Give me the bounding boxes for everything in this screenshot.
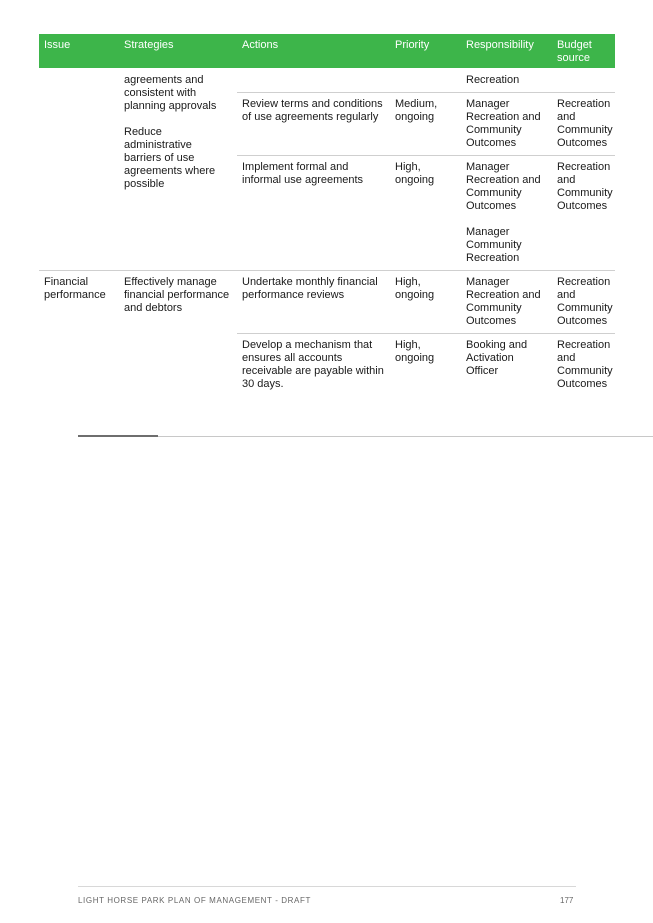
footer-page-number: 177 — [560, 896, 574, 905]
responsibility-text: Manager Recreation and Community Outcomes — [466, 161, 541, 212]
header-responsibility: Responsibility — [461, 34, 552, 68]
footer-divider — [78, 886, 576, 887]
header-issue: Issue — [39, 34, 119, 68]
header-actions: Actions — [237, 34, 390, 68]
priority-cell: Medium, ongoing — [390, 93, 461, 156]
table-header-row — [39, 34, 615, 68]
budget-cell: Recreation and Community Outcomes — [552, 93, 615, 156]
issue-cell: Financial performance — [39, 271, 119, 397]
priority-cell: High, ongoing — [390, 271, 461, 334]
responsibility-cell: Manager Recreation and Community Outcomes — [461, 93, 552, 156]
action-plan-table — [39, 34, 615, 396]
responsibility-cell: Manager Recreation and Community Outcomes — [461, 271, 552, 334]
header-priority: Priority — [390, 34, 461, 68]
priority-cell: High, ongoing — [390, 156, 461, 271]
action-cell — [237, 68, 390, 93]
action-cell: Undertake monthly financial performance reviews — [237, 271, 390, 334]
responsibility-cell: Recreation — [466, 74, 520, 86]
action-cell: Review terms and conditions of use agreements regularly — [237, 93, 390, 156]
budget-cell — [552, 68, 615, 93]
action-cell: Implement formal and informal use agreements — [237, 156, 390, 271]
budget-cell: Recreation and Community Outcomes — [552, 271, 615, 334]
priority-cell — [390, 68, 461, 93]
priority-cell: High, ongoing — [390, 334, 461, 397]
table-row — [39, 271, 615, 334]
table-row — [39, 68, 615, 93]
header-strategies: Strategies — [119, 34, 237, 68]
header-budget-source: Budget source — [552, 34, 615, 68]
responsibility-cell — [461, 156, 552, 271]
section-divider — [78, 436, 653, 437]
issue-cell — [39, 68, 119, 271]
budget-cell: Recreation and Community Outcomes — [552, 334, 615, 397]
budget-cell: Recreation and Community Outcomes — [552, 156, 615, 271]
action-cell: Develop a mechanism that ensures all accounts receivable are payable within 30 days. — [237, 334, 390, 397]
strategy-text: agreements and consistent with planning approvals — [124, 74, 217, 112]
responsibility-cell: Booking and Activation Officer — [461, 334, 552, 397]
section-divider-accent — [78, 435, 158, 437]
strategy-text: Reduce administrative barriers of use agreements where possible — [124, 126, 216, 190]
strategy-cell: Effectively manage financial performance and debtors — [119, 271, 237, 397]
responsibility-text: Manager Community Recreation — [466, 226, 522, 264]
strategy-cell — [119, 68, 237, 271]
footer-document-title: LIGHT HORSE PARK PLAN OF MANAGEMENT - DRAFT — [78, 896, 311, 905]
